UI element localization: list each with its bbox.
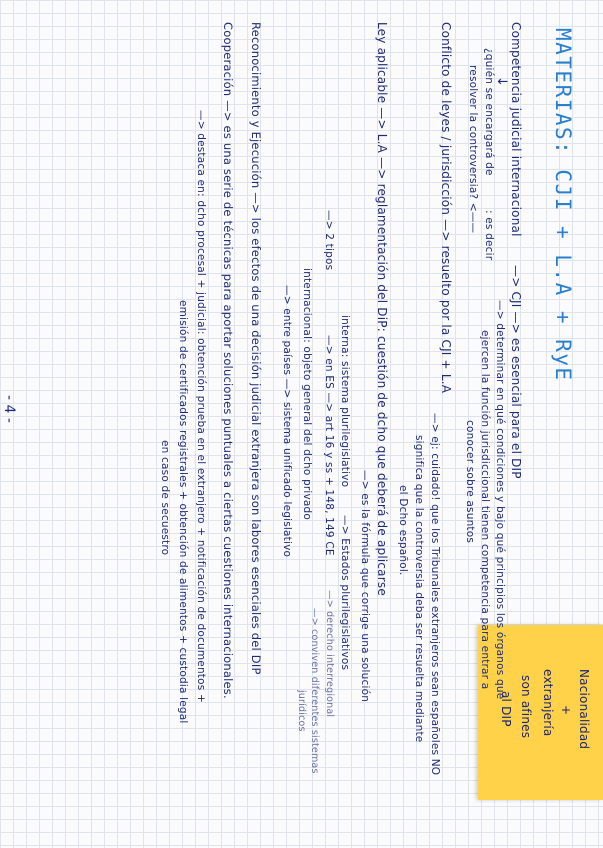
competencia-question-2: resolver la controversia? <—— bbox=[467, 65, 479, 234]
competencia-es-decir: : es decir bbox=[483, 210, 495, 261]
competencia-determinar-1: —> determinar en qué condiciones y bajo qué principios los órganos que bbox=[494, 300, 506, 700]
ley-interna: interna: sistema plurilegislativo bbox=[339, 315, 351, 488]
down-arrow-icon: ↓ bbox=[494, 76, 509, 88]
conflicto-ej-1: —> ej: cuidado! que los Tribunales extranjeros sean españoles NO bbox=[429, 413, 441, 776]
conflicto-ej-2: significa que la controversia deba ser resuelta mediante bbox=[413, 435, 425, 743]
page-title: MATERIAS: CJI + L.A + RyE bbox=[551, 28, 575, 382]
ley-internacional: internacional: objeto general del dcho privado bbox=[301, 268, 313, 521]
sticky-line: extranjería bbox=[541, 669, 555, 737]
cooperacion-destaca-2: emisión de certificados registrales + obtención de alimentos + custodia legal bbox=[177, 300, 189, 724]
competencia-question-1: ¿quién se encargará de bbox=[483, 48, 495, 176]
cooperacion-heading: Cooperación —> es una serie de técnicas para aportar soluciones puntuales a ciertas cuestiones internacionales. bbox=[221, 22, 235, 699]
cooperacion-destaca-1: —> destaca en: dcho procesal + judicial: obtención prueba en el extranjero + notificación de documentos + bbox=[195, 110, 207, 703]
sticky-line: + bbox=[559, 705, 573, 716]
sticky-line: son afines bbox=[519, 675, 533, 739]
cooperacion-destaca-3: en caso de secuestro bbox=[159, 440, 171, 556]
sticky-line: al DIP bbox=[499, 691, 513, 727]
competencia-arrow-def: —> CJI —> es esencial para el DIP bbox=[509, 265, 523, 479]
ley-entre-paises: —> entre países —> sistema unificado legislativo bbox=[281, 285, 293, 558]
ley-derecho: —> derecho interregional bbox=[324, 590, 335, 718]
ley-formula: —> es la fórmula que corrige una solución bbox=[359, 470, 371, 703]
sticky-line: Nacionalidad bbox=[577, 669, 591, 750]
competencia-determinar-2: ejercen la función jurisdiccional tienen competencia para entrar a bbox=[479, 330, 491, 690]
reconocimiento-heading: Reconocimiento y Ejecución —> los efectos de una decisión judicial extranjera son labores esenciales del DIP bbox=[249, 22, 263, 675]
ley-en-es: —> en ES —> art 16 y ss + 148, 149 CE bbox=[323, 335, 335, 556]
ley-dos-tipos: —> 2 tipos bbox=[323, 210, 335, 271]
competencia-determinar-3: conocer sobre asuntos bbox=[464, 420, 476, 544]
conflicto-heading: Conflicto de leyes / jurisdicción —> resuelto por la CJI + L.A bbox=[439, 22, 453, 394]
page-number: - 4 - bbox=[1, 395, 17, 423]
ley-juridicos: jurídicos bbox=[296, 690, 307, 732]
ley-conviven: —> conviven diferentes sistemas bbox=[309, 608, 320, 774]
conflicto-ej-3: el Dcho español. bbox=[397, 485, 409, 576]
competencia-heading: Competencia judicial internacional bbox=[509, 22, 523, 237]
ley-heading: Ley aplicable —> L.A —> reglamentación del DiP: cuestión de dcho que deberá de aplicarse bbox=[375, 22, 389, 596]
ley-estados: —> Estados plurilegislativos bbox=[339, 515, 351, 671]
